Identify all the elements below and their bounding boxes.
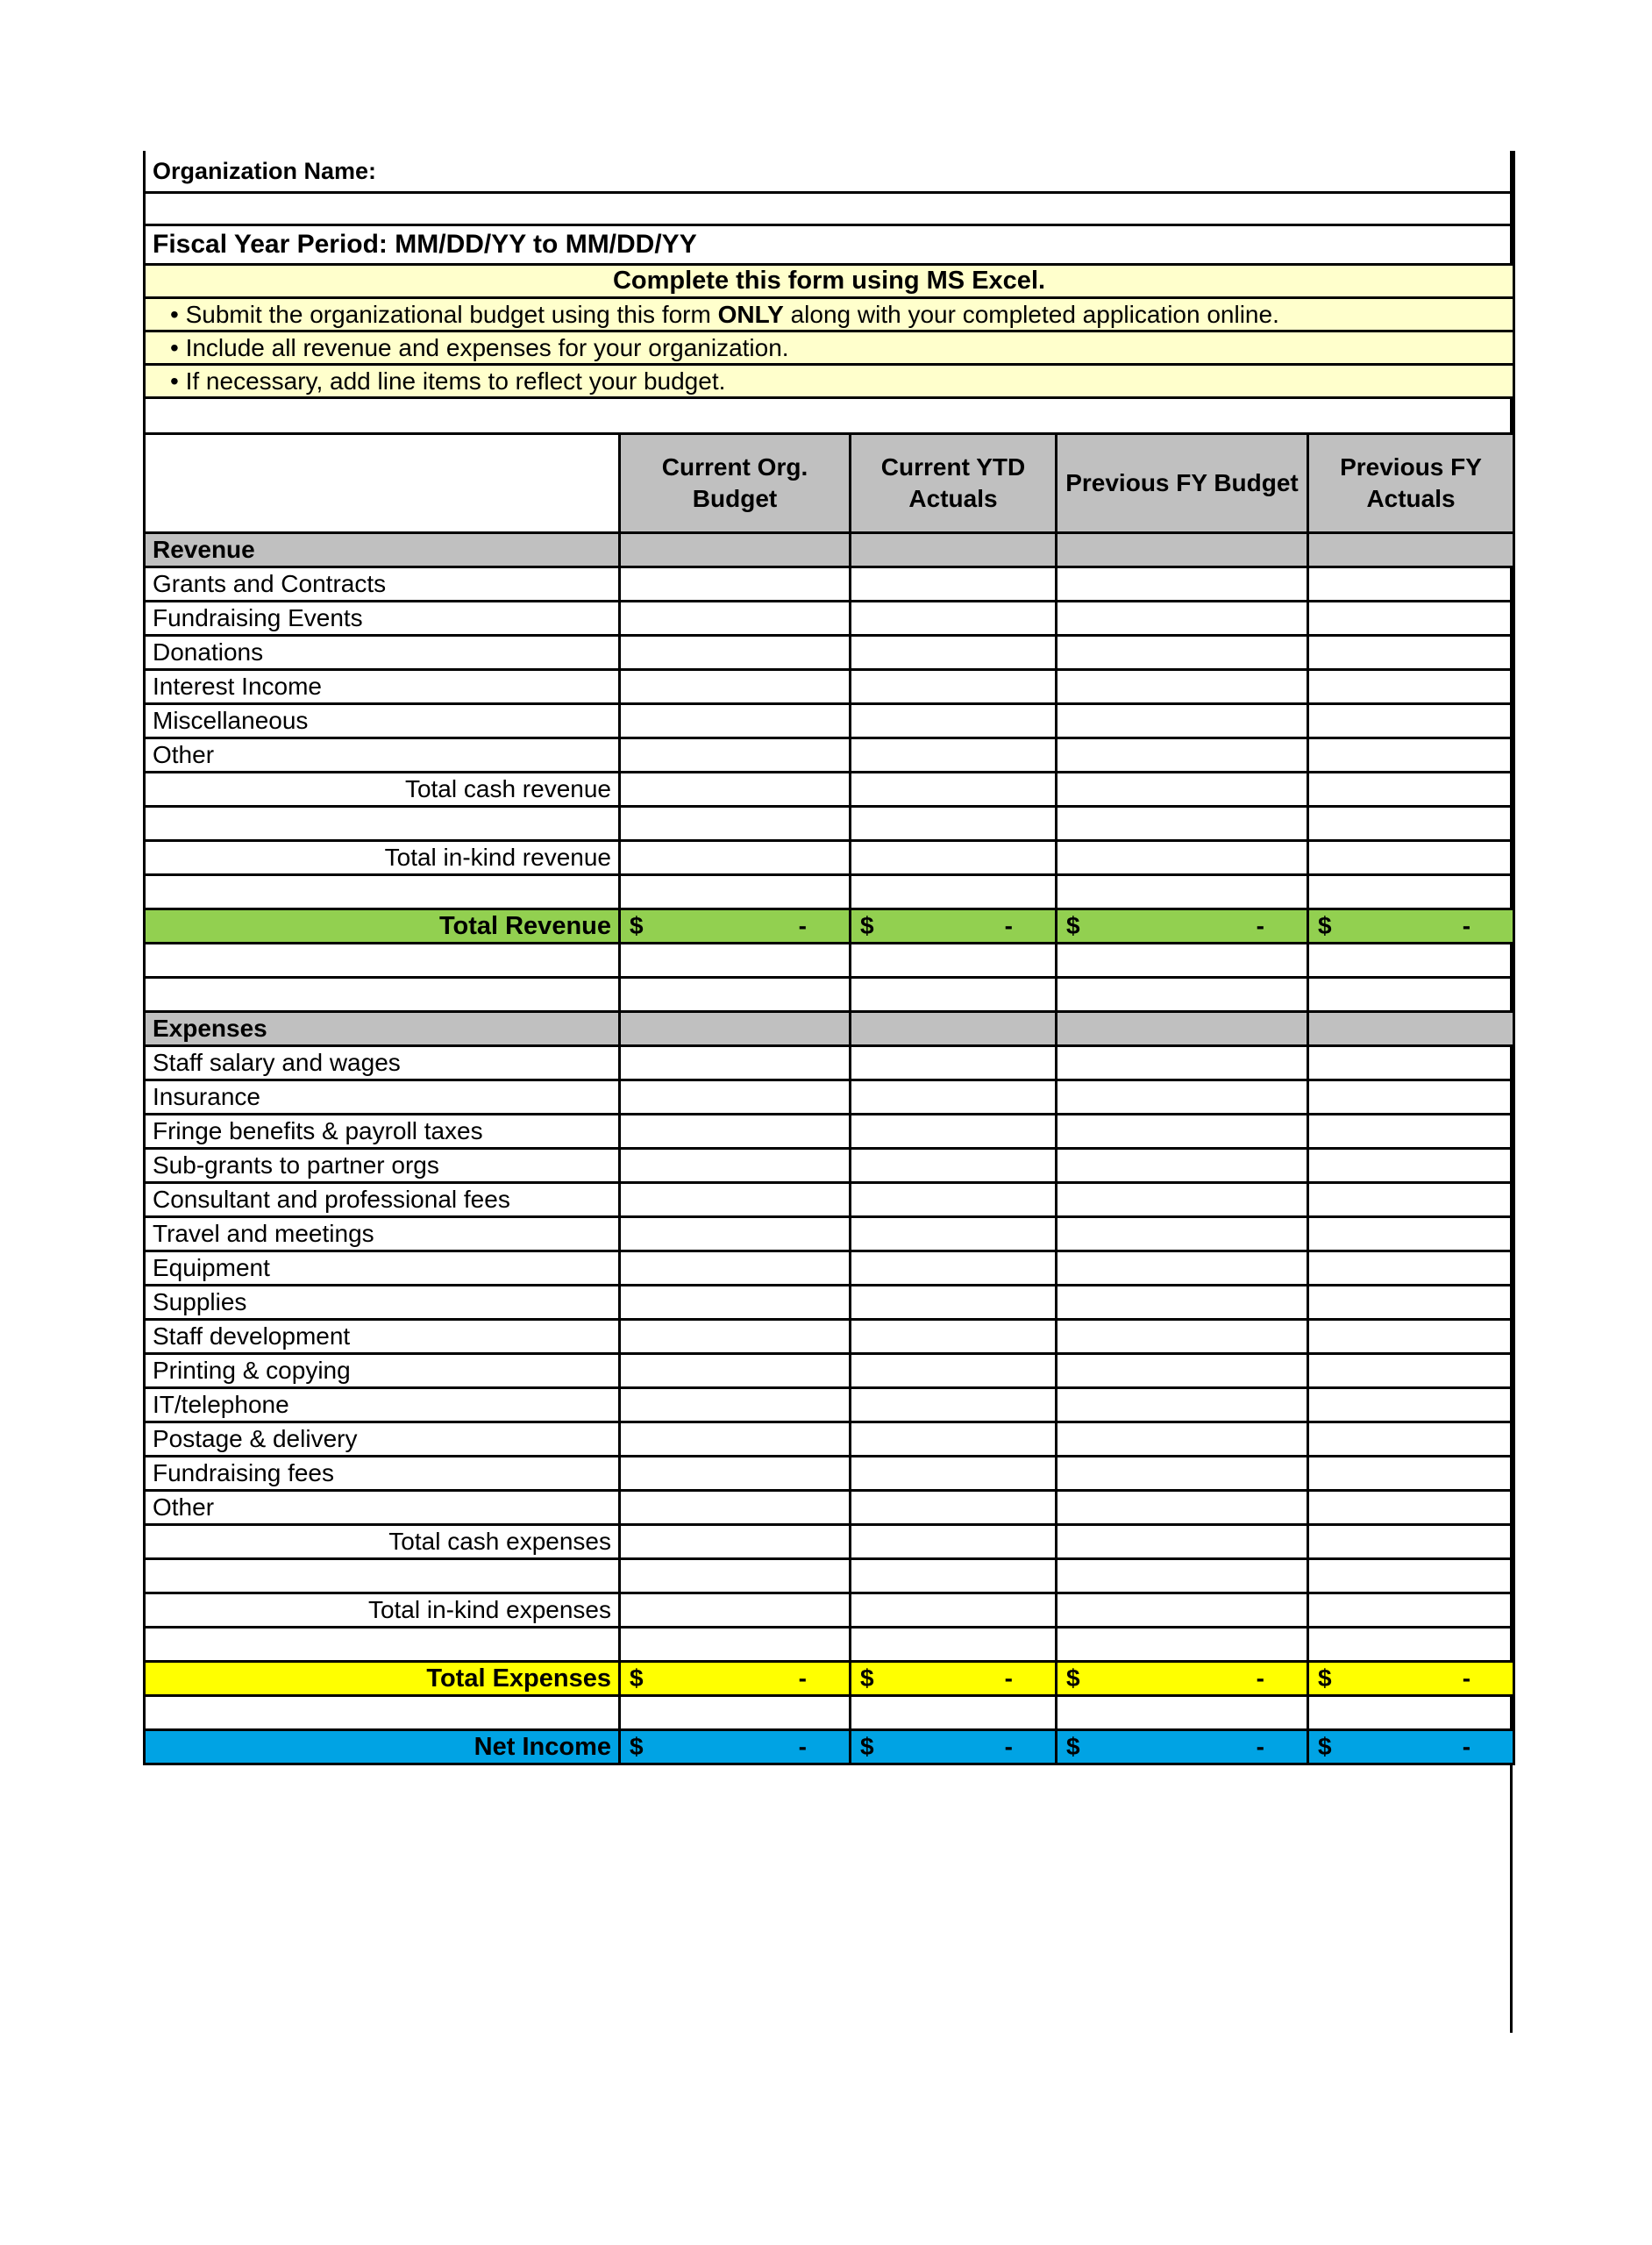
value-input-cell[interactable] (1308, 1183, 1514, 1217)
empty-cell (1308, 1012, 1514, 1046)
empty-cell (620, 875, 851, 909)
empty-cell (851, 1559, 1057, 1593)
blank-label-cell (145, 875, 620, 909)
empty-amount-dash: - (1462, 1664, 1471, 1692)
value-input-cell[interactable] (1308, 1217, 1514, 1251)
accounting-value (851, 1733, 1055, 1761)
row-item-fringe-benefits-payroll-taxes (145, 1115, 1514, 1149)
value-input-cell[interactable] (1057, 773, 1308, 807)
value-input-cell[interactable] (1057, 670, 1308, 704)
value-input-cell[interactable] (1308, 738, 1514, 773)
value-input-cell[interactable] (620, 567, 851, 602)
empty-cell (620, 1012, 851, 1046)
spacer-cell (145, 398, 1514, 434)
accounting-value (851, 912, 1055, 940)
empty-cell (851, 944, 1057, 978)
empty-cell (1308, 1628, 1514, 1662)
row-label: Donations (145, 636, 620, 670)
empty-cell (620, 944, 851, 978)
value-input-cell[interactable] (620, 1354, 851, 1388)
value-input-cell[interactable] (1308, 841, 1514, 875)
row-item-consultant-and-professional-fees (145, 1183, 1514, 1217)
row-label: Total in-kind expenses (145, 1593, 620, 1628)
empty-cell (1057, 944, 1308, 978)
row-blank (145, 1696, 1514, 1730)
row-label: Fundraising Events (145, 602, 620, 636)
value-input-cell[interactable] (1308, 670, 1514, 704)
value-input-cell[interactable] (620, 1149, 851, 1183)
empty-cell (1308, 944, 1514, 978)
value-input-cell[interactable] (620, 1422, 851, 1457)
org-name-field[interactable]: Organization Name: (145, 151, 1514, 193)
row-label: Expenses (145, 1012, 620, 1046)
value-input-cell[interactable] (851, 1491, 1057, 1525)
row-label: Total cash expenses (145, 1525, 620, 1559)
row-item-miscellaneous (145, 704, 1514, 738)
empty-amount-dash: - (1004, 912, 1013, 939)
value-input-cell[interactable] (1308, 1286, 1514, 1320)
value-input-cell[interactable] (620, 1320, 851, 1354)
empty-cell (1057, 807, 1308, 841)
row-label: Miscellaneous (145, 704, 620, 738)
value-input-cell[interactable] (851, 1320, 1057, 1354)
empty-cell (851, 1628, 1057, 1662)
total-value-cell (1308, 1662, 1514, 1696)
value-input-cell[interactable] (851, 567, 1057, 602)
column-header-row (145, 434, 1514, 533)
empty-cell (1308, 875, 1514, 909)
value-input-cell[interactable] (851, 1251, 1057, 1286)
value-input-cell[interactable] (620, 636, 851, 670)
row-label: Revenue (145, 533, 620, 567)
value-input-cell[interactable] (1308, 1457, 1514, 1491)
empty-cell (1308, 807, 1514, 841)
column-header-previous-fy-actuals: Previous FY Actuals (1308, 434, 1514, 533)
empty-cell (620, 1628, 851, 1662)
row-blank (145, 875, 1514, 909)
empty-cell (851, 533, 1057, 567)
row-section-revenue (145, 533, 1514, 567)
empty-cell (620, 1559, 851, 1593)
accounting-value (1309, 1664, 1513, 1693)
value-input-cell[interactable] (851, 704, 1057, 738)
value-input-cell[interactable] (851, 1046, 1057, 1080)
value-input-cell[interactable] (620, 1115, 851, 1149)
value-input-cell[interactable] (1057, 567, 1308, 602)
value-input-cell[interactable] (1057, 1422, 1308, 1457)
row-label: Total cash revenue (145, 773, 620, 807)
row-label: Supplies (145, 1286, 620, 1320)
value-input-cell[interactable] (1308, 1525, 1514, 1559)
row-label: Fringe benefits & payroll taxes (145, 1115, 620, 1149)
value-input-cell[interactable] (1057, 704, 1308, 738)
row-label: Insurance (145, 1080, 620, 1115)
row-label: Staff development (145, 1320, 620, 1354)
row-item-postage-delivery (145, 1422, 1514, 1457)
currency-symbol: $ (1066, 912, 1080, 939)
empty-cell (1057, 1559, 1308, 1593)
total-value-cell (1308, 909, 1514, 944)
empty-amount-dash: - (798, 912, 807, 939)
value-input-cell[interactable] (1057, 1593, 1308, 1628)
total-value-cell (620, 1730, 851, 1764)
value-input-cell[interactable] (1057, 1457, 1308, 1491)
row-label: IT/telephone (145, 1388, 620, 1422)
row-label: Other (145, 738, 620, 773)
value-input-cell[interactable] (851, 602, 1057, 636)
row-item-supplies (145, 1286, 1514, 1320)
row-item-donations (145, 636, 1514, 670)
value-input-cell[interactable] (1308, 1046, 1514, 1080)
accounting-value (1057, 1733, 1307, 1761)
bullet-text: • If necessary, add line items to reflect your budget. (170, 367, 726, 395)
value-input-cell[interactable] (620, 1286, 851, 1320)
value-input-cell[interactable] (620, 704, 851, 738)
row-total-total-revenue (145, 909, 1514, 944)
spacer-cell (145, 193, 1514, 225)
currency-symbol: $ (860, 912, 874, 939)
row-section-expenses (145, 1012, 1514, 1046)
row-item-it-telephone (145, 1388, 1514, 1422)
empty-cell (1057, 875, 1308, 909)
instructions-title-row (145, 265, 1514, 298)
total-value-cell (1057, 909, 1308, 944)
value-input-cell[interactable] (620, 1388, 851, 1422)
empty-cell (1308, 1696, 1514, 1730)
value-input-cell[interactable] (851, 1354, 1057, 1388)
value-input-cell[interactable] (851, 670, 1057, 704)
value-input-cell[interactable] (1308, 1320, 1514, 1354)
column-header-current-ytd-actuals: Current YTD Actuals (851, 434, 1057, 533)
value-input-cell[interactable] (1057, 1080, 1308, 1115)
row-label: Total Revenue (145, 909, 620, 944)
empty-amount-dash: - (798, 1664, 807, 1692)
row-label: Grants and Contracts (145, 567, 620, 602)
total-value-cell (851, 909, 1057, 944)
value-input-cell[interactable] (1308, 1593, 1514, 1628)
value-input-cell[interactable] (851, 1080, 1057, 1115)
blank-label-cell (145, 978, 620, 1012)
value-input-cell[interactable] (620, 670, 851, 704)
row-item-printing-copying (145, 1354, 1514, 1388)
empty-amount-dash: - (1256, 912, 1264, 939)
empty-cell (620, 807, 851, 841)
instruction-bullet-2 (145, 331, 1514, 365)
row-item-staff-development (145, 1320, 1514, 1354)
value-input-cell[interactable] (851, 1525, 1057, 1559)
row-item-fundraising-events (145, 602, 1514, 636)
empty-cell (851, 978, 1057, 1012)
column-header-previous-fy-budget: Previous FY Budget (1057, 434, 1308, 533)
value-input-cell[interactable] (1308, 1080, 1514, 1115)
empty-cell (1308, 533, 1514, 567)
budget-top-band (145, 151, 1514, 533)
row-item-staff-salary-and-wages (145, 1046, 1514, 1080)
header-label-cell (145, 434, 620, 533)
empty-cell (851, 1696, 1057, 1730)
value-input-cell[interactable] (1057, 1149, 1308, 1183)
currency-symbol: $ (860, 1664, 874, 1692)
value-input-cell[interactable] (851, 773, 1057, 807)
row-label: Equipment (145, 1251, 620, 1286)
empty-amount-dash: - (1004, 1733, 1013, 1760)
empty-amount-dash: - (1256, 1664, 1264, 1692)
accounting-value (621, 912, 849, 940)
value-input-cell[interactable] (851, 841, 1057, 875)
value-input-cell[interactable] (620, 1251, 851, 1286)
bullet-text: • Submit the organizational budget using this form (170, 300, 718, 328)
spacer-row (145, 398, 1514, 434)
currency-symbol: $ (1066, 1664, 1080, 1692)
value-input-cell[interactable] (851, 1457, 1057, 1491)
value-input-cell[interactable] (1057, 1046, 1308, 1080)
currency-symbol: $ (1066, 1733, 1080, 1760)
total-value-cell (620, 1662, 851, 1696)
value-input-cell[interactable] (620, 1046, 851, 1080)
value-input-cell[interactable] (851, 1183, 1057, 1217)
accounting-value (621, 1664, 849, 1693)
empty-cell (1057, 978, 1308, 1012)
bullet-text-bold: ONLY (717, 300, 784, 328)
value-input-cell[interactable] (620, 738, 851, 773)
accounting-value (1057, 912, 1307, 940)
currency-symbol: $ (1318, 1664, 1332, 1692)
row-item-interest-income (145, 670, 1514, 704)
bullet-text: along with your completed application online. (783, 300, 1279, 328)
row-label: Travel and meetings (145, 1217, 620, 1251)
empty-cell (851, 807, 1057, 841)
empty-amount-dash: - (798, 1733, 807, 1760)
bullet-text: • Include all revenue and expenses for your organization. (170, 333, 789, 361)
instructions-title: Complete this form using MS Excel. (145, 265, 1514, 298)
column-header-current-org-budget: Current Org. Budget (620, 434, 851, 533)
value-input-cell[interactable] (1057, 1183, 1308, 1217)
value-input-cell[interactable] (1308, 1422, 1514, 1457)
accounting-value (1309, 912, 1513, 940)
empty-cell (1057, 1628, 1308, 1662)
empty-amount-dash: - (1462, 1733, 1471, 1760)
currency-symbol: $ (1318, 912, 1332, 939)
row-item-equipment (145, 1251, 1514, 1286)
row-label: Total in-kind revenue (145, 841, 620, 875)
row-sub-total-in-kind-expenses (145, 1593, 1514, 1628)
value-input-cell[interactable] (1057, 1525, 1308, 1559)
row-item-fundraising-fees (145, 1457, 1514, 1491)
row-label: Total Expenses (145, 1662, 620, 1696)
empty-cell (620, 978, 851, 1012)
row-item-travel-and-meetings (145, 1217, 1514, 1251)
empty-amount-dash: - (1004, 1664, 1013, 1692)
total-value-cell (851, 1730, 1057, 1764)
currency-symbol: $ (630, 912, 644, 939)
value-input-cell[interactable] (851, 1217, 1057, 1251)
value-input-cell[interactable] (851, 1593, 1057, 1628)
value-input-cell[interactable] (1308, 567, 1514, 602)
currency-symbol: $ (630, 1733, 644, 1760)
row-label: Consultant and professional fees (145, 1183, 620, 1217)
row-blank (145, 978, 1514, 1012)
value-input-cell[interactable] (851, 1115, 1057, 1149)
accounting-value (1309, 1733, 1513, 1761)
value-input-cell[interactable] (620, 1217, 851, 1251)
empty-cell (1057, 533, 1308, 567)
accounting-value (621, 1733, 849, 1761)
value-input-cell[interactable] (620, 1525, 851, 1559)
value-input-cell[interactable] (1057, 1217, 1308, 1251)
row-blank (145, 1628, 1514, 1662)
row-label: Postage & delivery (145, 1422, 620, 1457)
blank-label-cell (145, 1628, 620, 1662)
instruction-bullet-row (145, 298, 1514, 331)
value-input-cell[interactable] (1308, 704, 1514, 738)
empty-cell (851, 1012, 1057, 1046)
row-label: Sub-grants to partner orgs (145, 1149, 620, 1183)
value-input-cell[interactable] (1057, 1251, 1308, 1286)
instruction-bullet-1 (145, 298, 1514, 331)
value-input-cell[interactable] (1057, 1115, 1308, 1149)
empty-amount-dash: - (1462, 912, 1471, 939)
accounting-value (851, 1664, 1055, 1693)
row-label: Other (145, 1491, 620, 1525)
total-value-cell (851, 1662, 1057, 1696)
row-blank (145, 807, 1514, 841)
row-label: Fundraising fees (145, 1457, 620, 1491)
row-label: Interest Income (145, 670, 620, 704)
instruction-bullet-row (145, 331, 1514, 365)
value-input-cell[interactable] (1057, 1388, 1308, 1422)
row-label: Staff salary and wages (145, 1046, 620, 1080)
spacer-row (145, 193, 1514, 225)
value-input-cell[interactable] (620, 1080, 851, 1115)
currency-symbol: $ (860, 1733, 874, 1760)
row-sub-total-cash-expenses (145, 1525, 1514, 1559)
empty-cell (851, 875, 1057, 909)
value-input-cell[interactable] (620, 1457, 851, 1491)
value-input-cell[interactable] (1057, 636, 1308, 670)
row-item-sub-grants-to-partner-orgs (145, 1149, 1514, 1183)
value-input-cell[interactable] (1057, 1354, 1308, 1388)
instruction-bullet-3 (145, 365, 1514, 398)
row-sub-total-in-kind-revenue (145, 841, 1514, 875)
empty-cell (1057, 1012, 1308, 1046)
value-input-cell[interactable] (851, 1422, 1057, 1457)
row-sub-total-cash-revenue (145, 773, 1514, 807)
value-input-cell[interactable] (1308, 1354, 1514, 1388)
blank-label-cell (145, 944, 620, 978)
value-input-cell[interactable] (620, 773, 851, 807)
value-input-cell[interactable] (620, 1491, 851, 1525)
value-input-cell[interactable] (1308, 636, 1514, 670)
empty-cell (1057, 1696, 1308, 1730)
empty-cell (620, 533, 851, 567)
row-blank (145, 1559, 1514, 1593)
value-input-cell[interactable] (1308, 1251, 1514, 1286)
empty-cell (1308, 1559, 1514, 1593)
fiscal-year-field[interactable]: Fiscal Year Period: MM/DD/YY to MM/DD/YY (145, 225, 1514, 265)
currency-symbol: $ (630, 1664, 644, 1692)
total-value-cell (1057, 1730, 1308, 1764)
empty-cell (620, 1696, 851, 1730)
row-total-total-expenses (145, 1662, 1514, 1696)
row-label: Net Income (145, 1730, 620, 1764)
value-input-cell[interactable] (1057, 1320, 1308, 1354)
budget-grid-body (145, 533, 1514, 1764)
value-input-cell[interactable] (620, 1183, 851, 1217)
blank-label-cell (145, 1696, 620, 1730)
row-item-other (145, 738, 1514, 773)
value-input-cell[interactable] (851, 738, 1057, 773)
currency-symbol: $ (1318, 1733, 1332, 1760)
row-blank (145, 944, 1514, 978)
value-input-cell[interactable] (620, 602, 851, 636)
row-total-net-income (145, 1730, 1514, 1764)
value-input-cell[interactable] (1057, 841, 1308, 875)
value-input-cell[interactable] (1057, 1491, 1308, 1525)
total-value-cell (1308, 1730, 1514, 1764)
row-item-other (145, 1491, 1514, 1525)
value-input-cell[interactable] (1308, 1149, 1514, 1183)
budget-form-table (143, 151, 1515, 1765)
value-input-cell[interactable] (851, 1388, 1057, 1422)
value-input-cell[interactable] (1057, 602, 1308, 636)
value-input-cell[interactable] (851, 636, 1057, 670)
value-input-cell[interactable] (1308, 602, 1514, 636)
row-item-insurance (145, 1080, 1514, 1115)
blank-label-cell (145, 807, 620, 841)
row-label: Printing & copying (145, 1354, 620, 1388)
instruction-bullet-row (145, 365, 1514, 398)
fiscal-year-row (145, 225, 1514, 265)
value-input-cell[interactable] (620, 1593, 851, 1628)
value-input-cell[interactable] (1308, 1388, 1514, 1422)
value-input-cell[interactable] (1057, 1286, 1308, 1320)
accounting-value (1057, 1664, 1307, 1693)
empty-cell (1308, 978, 1514, 1012)
row-item-grants-and-contracts (145, 567, 1514, 602)
empty-amount-dash: - (1256, 1733, 1264, 1760)
value-input-cell[interactable] (851, 1149, 1057, 1183)
blank-label-cell (145, 1559, 620, 1593)
total-value-cell (1057, 1662, 1308, 1696)
value-input-cell[interactable] (1057, 738, 1308, 773)
value-input-cell[interactable] (1308, 773, 1514, 807)
org-name-row (145, 151, 1514, 193)
value-input-cell[interactable] (620, 841, 851, 875)
value-input-cell[interactable] (851, 1286, 1057, 1320)
value-input-cell[interactable] (1308, 1491, 1514, 1525)
total-value-cell (620, 909, 851, 944)
value-input-cell[interactable] (1308, 1115, 1514, 1149)
